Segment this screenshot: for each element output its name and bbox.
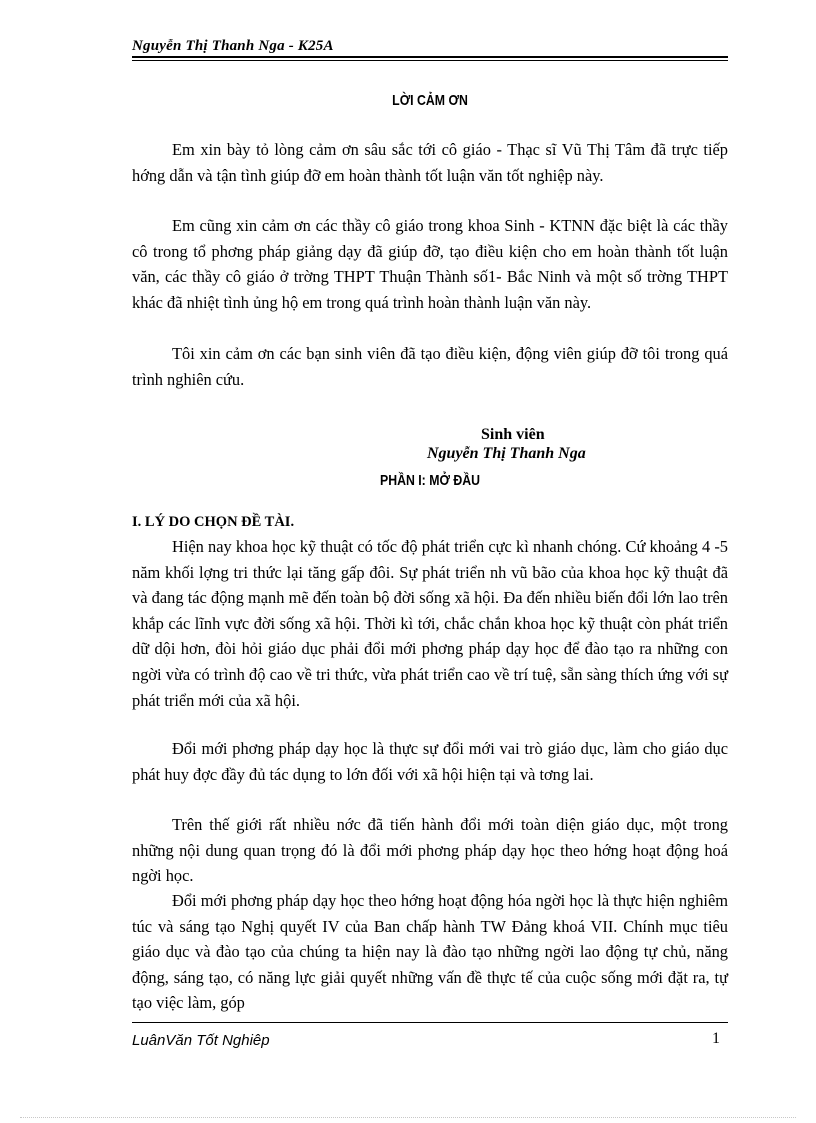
running-footer: LuânVăn Tốt Nghiêp [132, 1032, 270, 1049]
acknowledgement-title: LỜI CẢM ƠN [392, 92, 468, 109]
signature-role: Sinh viên [481, 426, 545, 443]
body-paragraph-1: Hiện nay khoa học kỹ thuật có tốc độ phát triển cực kì nhanh chóng. Cứ khoảng 4 -5 năm khối lợng tri thức lại tăng gấp đôi. Sự phát triển nh vũ bão của khoa học kỹ thuật đã và đang tác động mạnh mẽ đến toàn bộ đời sống xã hội. Đa đến nhiều biến đổi lớn lao trên khắp các lĩnh vực đời sống xã hội. Thời kì tới, chắc chắn khoa học kỹ thuật còn phát triển dữ dội hơn, đòi hỏi giáo dục phải đổi mới phơng pháp dạy học để đào tạo ra những con ngời vừa có trình độ cao về tri thức, vừa phát triển cao về trí tuệ, sẵn sàng thích ứng với sự phát triển mới của xã hội. [132, 537, 728, 710]
page-bottom-dotted-line [20, 1117, 796, 1118]
running-header: Nguyễn Thị Thanh Nga - K25A [132, 38, 334, 54]
ack-paragraph-2: Em cũng xin cảm ơn các thầy cô giáo trong khoa Sinh - KTNN đặc biệt là các thầy cô trong tổ phơng pháp giảng dạy đã giúp đỡ, tạo điều kiện cho em hoàn thành tốt luận văn, các thầy cô giáo ở trờng THPT Thuận Thành số1- Bắc Ninh và một số trờng THPT khác đã nhiệt tình ủng hộ em trong quá trình hoàn thành luận văn này. [132, 216, 728, 312]
section-heading: I. LÝ DO CHỌN ĐỀ TÀI. [132, 514, 295, 530]
body-paragraph-3: Trên thế giới rất nhiều nớc đã tiến hành đổi mới toàn diện giáo dục, một trong những nội dung quan trọng đó là đổi mới phơng pháp dạy học theo hớng hoạt động hoá ngời học. [132, 815, 728, 886]
signature-name: Nguyễn Thị Thanh Nga [427, 445, 586, 462]
ack-paragraph-3: Tôi xin cảm ơn các bạn sinh viên đã tạo điều kiện, động viên giúp đỡ tôi trong quá trình nghiên cứu. [132, 344, 728, 389]
page-number: 1 [712, 1030, 720, 1047]
header-rule-thin [132, 60, 728, 61]
part-title: PHẦN I: MỞ ĐẦU [379, 472, 481, 489]
header-rule [132, 56, 728, 58]
footer-rule [132, 1022, 728, 1023]
body-paragraph-4: Đổi mới phơng pháp dạy học theo hớng hoạt động hóa ngời học là thực hiện nghiêm túc và sáng tạo Nghị quyết IV của Ban chấp hành TW Đảng khoá VII. Chính mục tiêu giáo dục và đào tạo của chúng ta hiện nay là đào tạo những ngời lao động tự chủ, năng động, sáng tạo, có năng lực giải quyết những vấn đề thực tế của cuộc sống mới đặt ra, tự tạo việc làm, góp [132, 891, 728, 1013]
body-paragraph-2: Đổi mới phơng pháp dạy học là thực sự đổi mới vai trò giáo dục, làm cho giáo dục phát huy đợc đầy đủ tác dụng to lớn đối với xã hội hiện tại và tơng lai. [132, 739, 728, 784]
ack-paragraph-1: Em xin bày tỏ lòng cảm ơn sâu sắc tới cô giáo - Thạc sĩ Vũ Thị Tâm đã trực tiếp hớng dẫn và tận tình giúp đỡ em hoàn thành tốt luận văn tốt nghiệp này. [132, 140, 728, 185]
